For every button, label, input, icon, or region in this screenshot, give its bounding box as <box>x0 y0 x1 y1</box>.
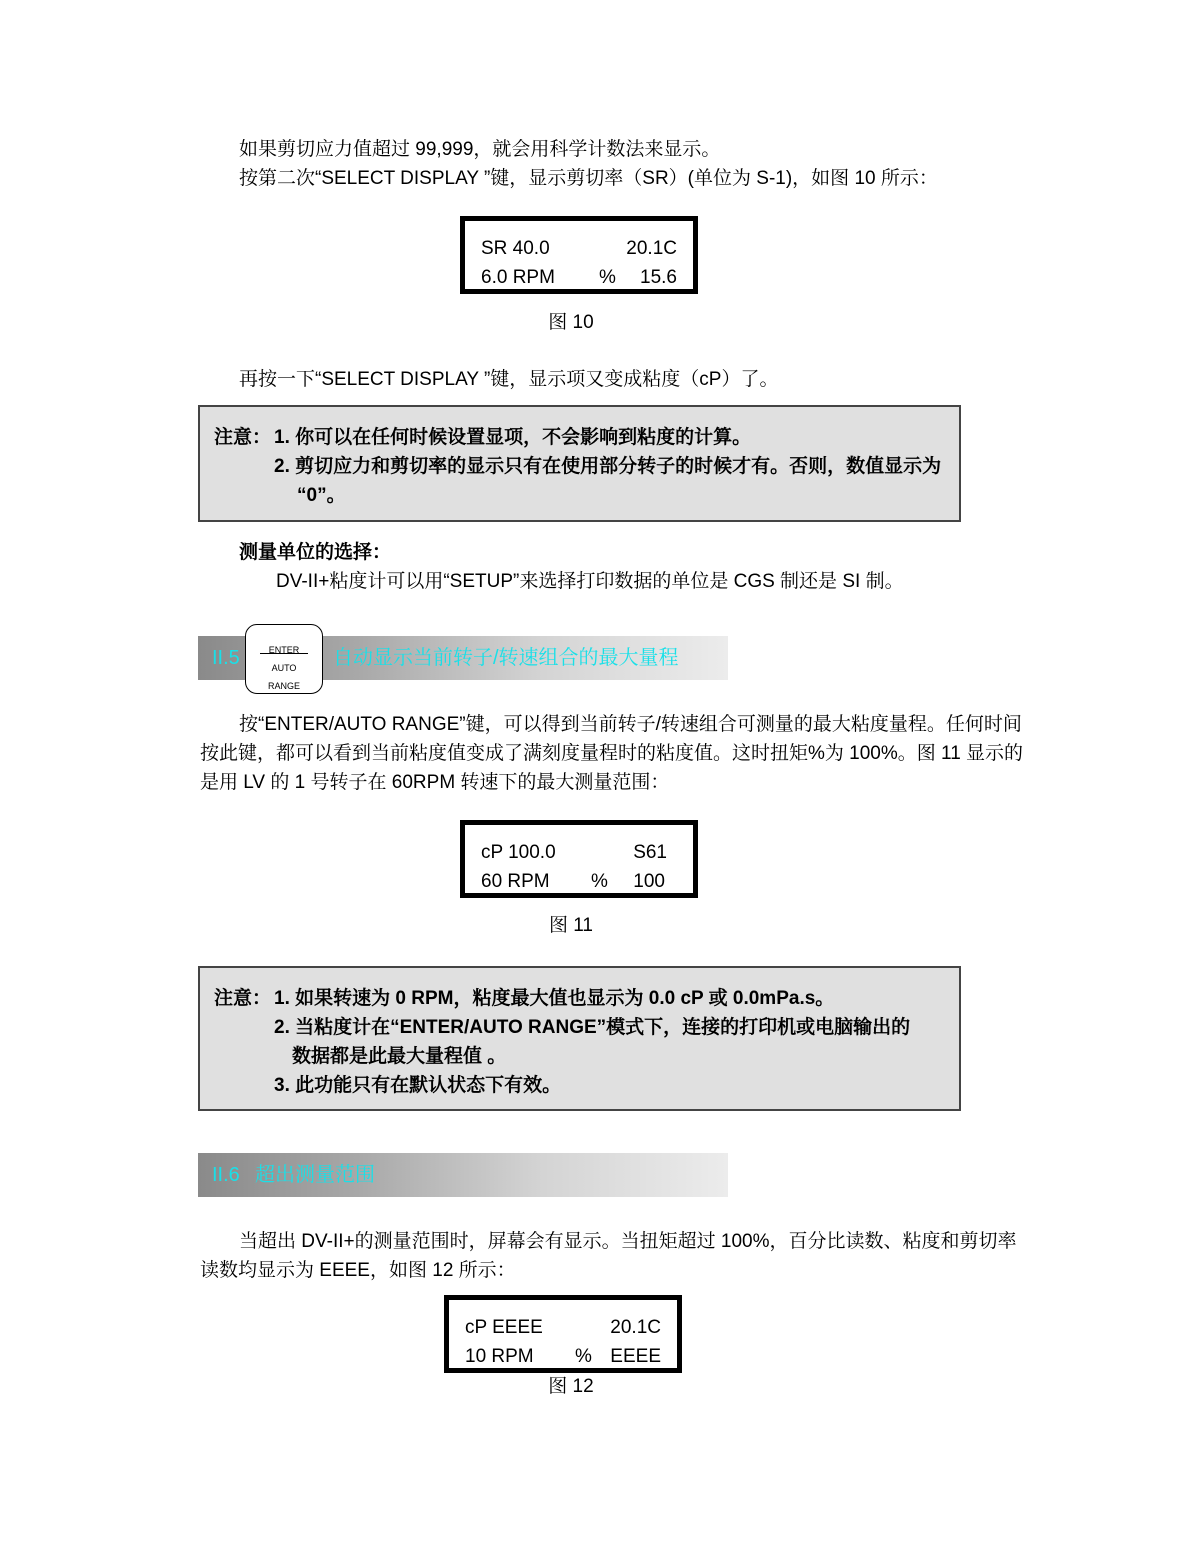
lcd-value: % <box>599 267 616 288</box>
subheading: 测量单位的选择： <box>239 542 392 563</box>
paragraph: 按“ENTER/AUTO RANGE”键，可以得到当前转子/转速组合可测量的最大粘度量程。任何时间按此键，都可以看到当前粘度值变成了满刻度量程时的粘度值。这时扭矩%为 100%。图 11 显示的是用 LV 的 1 号转子在 60RPM 转速下的最大测量范围： <box>200 714 1024 793</box>
note-item: 2. 当粘度计在“ENTER/AUTO RANGE”模式下，连接的打印机或电脑输出的 <box>274 1017 911 1038</box>
lcd-value: S61 <box>633 842 667 863</box>
section-number: II.6 <box>212 1164 240 1186</box>
text-line: 如果剪切应力值超过 99,999，就会用科学计数法来显示。 <box>239 139 721 160</box>
note-item: 2. 剪切应力和剪切率的显示只有在使用部分转子的时候才有。否则，数值显示为 <box>274 456 942 477</box>
key-label: ENTER <box>268 645 300 655</box>
key-label: RANGE <box>267 681 300 691</box>
note-item: 1. 如果转速为 0 RPM，粘度最大值也显示为 0.0 cP 或 0.0mPa.s。 <box>274 988 835 1009</box>
lcd-value: 20.1C <box>626 238 677 259</box>
lcd-display-fig10 <box>460 216 698 294</box>
note-item: 数据都是此最大量程值 。 <box>292 1046 507 1067</box>
note-item: 3. 此功能只有在默认状态下有效。 <box>274 1075 562 1096</box>
section-number: II.5 <box>212 647 240 669</box>
section-title: 自动显示当前转子/转速组合的最大量程 <box>333 647 679 669</box>
lcd-value: cP 100.0 <box>481 842 556 863</box>
note-label: 注意： <box>214 427 272 448</box>
lcd-value: % <box>591 871 608 892</box>
note-box <box>198 405 961 522</box>
figure-caption: 图 12 <box>548 1376 594 1397</box>
lcd-value: EEEE <box>610 1346 661 1367</box>
paragraph: 当超出 DV-II+的测量范围时，屏幕会有显示。当扭矩超过 100%，百分比读数、粘度和剪切率读数均显示为 EEEE，如图 12 所示： <box>200 1231 1017 1281</box>
text-line: DV-II+粘度计可以用“SETUP”来选择打印数据的单位是 CGS 制还是 SI 制。 <box>276 571 904 592</box>
lcd-value: 15.6 <box>640 267 677 288</box>
lcd-display-fig12 <box>444 1295 682 1373</box>
lcd-value: 60 RPM <box>481 871 550 892</box>
lcd-display-fig11 <box>460 820 698 898</box>
enter-auto-range-key-icon <box>245 624 323 694</box>
note-box <box>198 966 961 1111</box>
lcd-value: 6.0 RPM <box>481 267 555 288</box>
figure-caption: 图 10 <box>548 312 594 333</box>
key-label: AUTO <box>271 663 297 673</box>
lcd-value: 20.1C <box>610 1317 661 1338</box>
lcd-value: SR 40.0 <box>481 238 550 259</box>
lcd-value: 100 <box>633 871 665 892</box>
figure-caption: 图 11 <box>548 915 593 936</box>
lcd-value: cP EEEE <box>465 1317 543 1338</box>
lcd-value: % <box>575 1346 592 1367</box>
note-label: 注意： <box>214 988 272 1009</box>
note-item: 1. 你可以在任何时候设置显项，不会影响到粘度的计算。 <box>274 427 752 448</box>
text-line: 再按一下“SELECT DISPLAY ”键，显示项又变成粘度（cP）了。 <box>239 369 779 390</box>
key-divider <box>260 653 308 654</box>
note-item: “0”。 <box>297 485 346 506</box>
text-line: 按第二次“SELECT DISPLAY ”键，显示剪切率（SR）(单位为 S-1)，如图 10 所示： <box>239 168 938 189</box>
section-header <box>198 1153 728 1197</box>
lcd-value: 10 RPM <box>465 1346 534 1367</box>
section-title: 超出测量范围 <box>255 1164 375 1186</box>
